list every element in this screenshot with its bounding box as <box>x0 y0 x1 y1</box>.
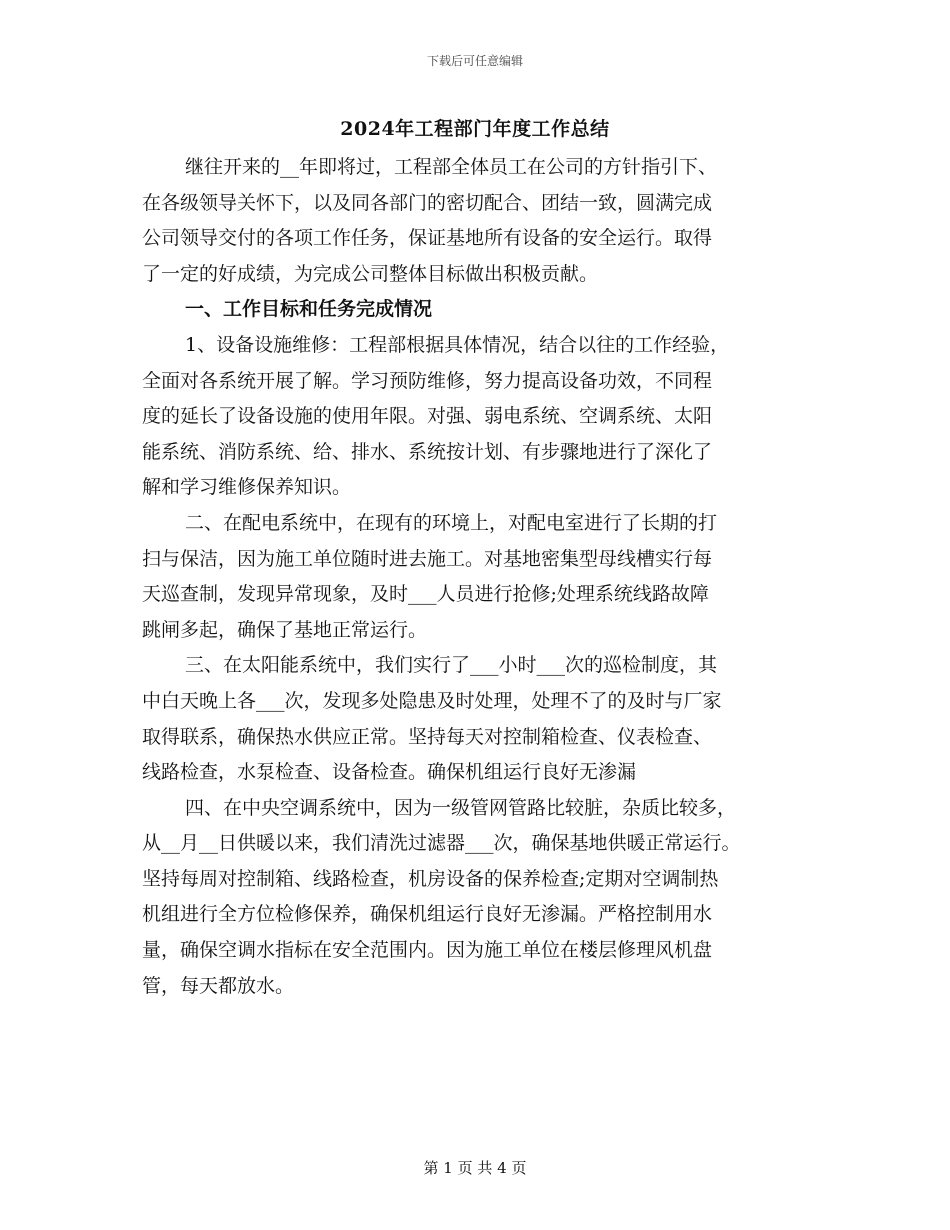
text-line: 了一定的好成绩，为完成公司整体目标做出积极贡献。 <box>142 262 599 285</box>
document-title: 2024年工程部门年度工作总结 <box>340 118 610 140</box>
text-line: 跳闸多起，确保了基地正常运行。 <box>142 618 428 641</box>
paragraph-solar-system <box>142 648 808 790</box>
text-line: 天巡查制，发现异常现象，及时___人员进行抢修;处理系统线路故障 <box>142 583 709 606</box>
paragraph-intro <box>142 150 808 292</box>
text-line: 二、在配电系统中，在现有的环境上，对配电室进行了长期的打 <box>185 511 718 534</box>
text-line: 公司领导交付的各项工作任务，保证基地所有设备的安全运行。取得 <box>142 227 713 250</box>
text-line: 机组进行全方位检修保养，确保机组运行良好无渗漏。严格控制用水 <box>142 903 713 926</box>
text-line: 能系统、消防系统、给、排水、系统按计划、有步骤地进行了深化了 <box>142 440 713 463</box>
text-line: 四、在中央空调系统中，因为一级管网管路比较脏，杂质比较多， <box>185 796 737 819</box>
text-line: 量，确保空调水指标在安全范围内。因为施工单位在楼层修理风机盘 <box>142 939 713 962</box>
page-footer: 第 1 页 共 4 页 <box>423 1159 527 1177</box>
text-line: 在各级领导关怀下，以及同各部门的密切配合、团结一致，圆满完成 <box>142 191 713 214</box>
text-line: 继往开来的__年即将过，工程部全体员工在公司的方针指引下、 <box>185 156 718 178</box>
text-line: 三、在太阳能系统中，我们实行了___小时___次的巡检制度，其 <box>185 654 718 677</box>
section-heading <box>142 292 808 328</box>
heading-line: 一、工作目标和任务完成情况 <box>185 298 433 321</box>
page-header: 下载后可任意编辑 <box>426 54 523 68</box>
paragraph-power-distribution <box>142 506 808 648</box>
paragraph-central-air-conditioning <box>142 791 808 1005</box>
text-line: 扫与保洁，因为施工单位随时进去施工。对基地密集型母线槽实行每 <box>142 547 713 570</box>
text-line: 全面对各系统开展了解。学习预防维修，努力提高设备功效，不同程 <box>142 369 713 392</box>
text-line: 1、设备设施维修：工程部根据具体情况，结合以往的工作经验， <box>185 333 730 356</box>
text-line: 从__月__日供暖以来，我们清洗过滤器___次，确保基地供暖正常运行。 <box>142 832 741 855</box>
text-line: 线路检查，水泵检查、设备检查。确保机组运行良好无渗漏 <box>142 761 637 784</box>
text-line: 中白天晚上各___次，发现多处隐患及时处理，处理不了的及时与厂家 <box>142 689 722 712</box>
text-line: 坚持每周对控制箱、线路检查，机房设备的保养检查;定期对空调制热 <box>142 867 719 890</box>
text-line: 度的延长了设备设施的使用年限。对强、弱电系统、空调系统、太阳 <box>142 405 713 428</box>
paragraph-equipment-maintenance <box>142 328 808 506</box>
text-line: 解和学习维修保养知识。 <box>142 476 352 499</box>
text-line: 取得联系，确保热水供应正常。坚持每天对控制箱检查、仪表检查、 <box>142 725 713 748</box>
document-body <box>142 150 808 1004</box>
text-line: 管，每天都放水。 <box>142 974 295 997</box>
